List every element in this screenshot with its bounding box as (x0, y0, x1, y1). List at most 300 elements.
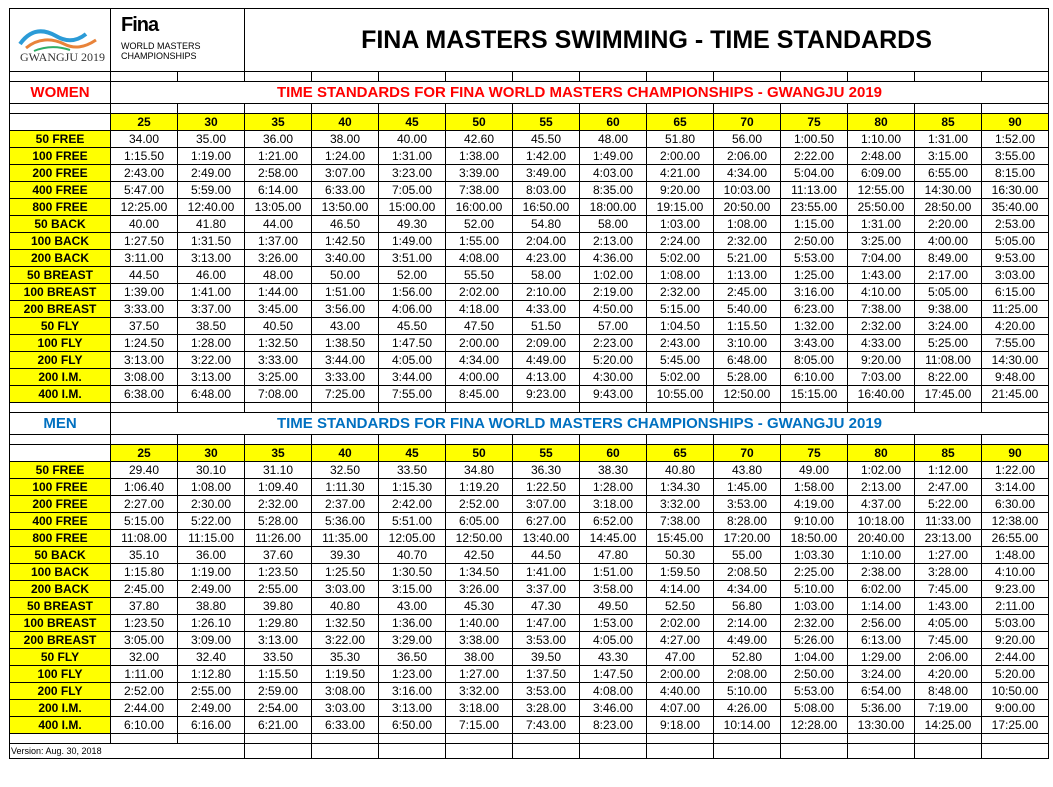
table-row (10, 182, 1049, 199)
time-cell: 4:05.00 (915, 615, 982, 632)
fina-line-2: CHAMPIONSHIPS (121, 50, 197, 61)
time-cell: 1:19.00 (178, 148, 245, 165)
time-cell: 43.00 (379, 598, 446, 615)
page-title: FINA MASTERS SWIMMING - TIME STANDARDS (245, 9, 1049, 72)
time-cell: 3:44.00 (379, 369, 446, 386)
empty-cell (111, 104, 178, 114)
women-standards-title: TIME STANDARDS FOR FINA WORLD MASTERS CHAMPIONSHIPS - GWANGJU 2019 (111, 82, 1049, 104)
empty-cell (379, 104, 446, 114)
time-cell: 1:15.50 (245, 666, 312, 683)
age-group-header: 80 (848, 445, 915, 462)
time-cell: 1:42.50 (312, 233, 379, 250)
spacer-row (10, 734, 1049, 744)
age-group-header: 30 (178, 114, 245, 131)
event-label: 200 FREE (10, 165, 111, 182)
table-row (10, 335, 1049, 352)
time-cell: 2:53.00 (982, 216, 1049, 233)
age-group-header: 40 (312, 445, 379, 462)
age-group-header: 25 (111, 445, 178, 462)
time-cell: 2:42.00 (379, 496, 446, 513)
time-cell: 2:59.00 (245, 683, 312, 700)
time-cell: 2:32.00 (714, 233, 781, 250)
time-cell: 4:03.00 (580, 165, 647, 182)
time-cell: 5:36.00 (312, 513, 379, 530)
time-cell: 3:14.00 (982, 479, 1049, 496)
time-cell: 3:18.00 (580, 496, 647, 513)
time-cell: 52.50 (647, 598, 714, 615)
time-cell: 52.80 (714, 649, 781, 666)
time-cell: 6:50.00 (379, 717, 446, 734)
time-cell: 3:16.00 (781, 284, 848, 301)
empty-cell (781, 744, 848, 759)
table-row (10, 700, 1049, 717)
time-cell: 37.80 (111, 598, 178, 615)
time-cell: 1:21.00 (245, 148, 312, 165)
time-cell: 1:23.00 (379, 666, 446, 683)
age-group-header: 75 (781, 445, 848, 462)
time-cell: 2:32.00 (781, 615, 848, 632)
time-cell: 32.50 (312, 462, 379, 479)
time-cell: 1:27.00 (915, 547, 982, 564)
time-cell: 5:05.00 (915, 284, 982, 301)
version-text: Version: Aug. 30, 2018 (10, 744, 245, 759)
time-cell: 48.00 (245, 267, 312, 284)
event-label: 50 BACK (10, 547, 111, 564)
age-group-header: 55 (513, 114, 580, 131)
time-cell: 2:25.00 (781, 564, 848, 581)
time-cell: 3:26.00 (446, 581, 513, 598)
time-cell: 10:03.00 (714, 182, 781, 199)
empty-cell (446, 744, 513, 759)
table-row (10, 547, 1049, 564)
spacer-row (10, 435, 1049, 445)
time-cell: 14:45.00 (580, 530, 647, 547)
time-cell: 1:02.00 (848, 462, 915, 479)
time-cell: 2:43.00 (111, 165, 178, 182)
time-cell: 8:45.00 (446, 386, 513, 403)
time-cell: 3:44.00 (312, 352, 379, 369)
time-cell: 9:23.00 (982, 581, 1049, 598)
time-cell: 16:40.00 (848, 386, 915, 403)
empty-cell (647, 72, 714, 82)
logo-gwangju-cell (10, 9, 111, 72)
time-cell: 3:29.00 (379, 632, 446, 649)
time-cell: 3:18.00 (446, 700, 513, 717)
event-label: 200 FREE (10, 496, 111, 513)
time-cell: 1:14.00 (848, 598, 915, 615)
time-cell: 9:18.00 (647, 717, 714, 734)
time-cell: 1:37.50 (513, 666, 580, 683)
time-cell: 3:05.00 (111, 632, 178, 649)
time-cell: 16:00.00 (446, 199, 513, 216)
time-cell: 8:48.00 (915, 683, 982, 700)
time-cell: 2:00.00 (647, 148, 714, 165)
time-cell: 7:55.00 (379, 386, 446, 403)
time-cell: 52.00 (446, 216, 513, 233)
time-cell: 1:27.00 (446, 666, 513, 683)
time-cell: 5:28.00 (245, 513, 312, 530)
time-cell: 1:06.40 (111, 479, 178, 496)
time-cell: 3:46.00 (580, 700, 647, 717)
empty-cell (714, 72, 781, 82)
time-cell: 6:55.00 (915, 165, 982, 182)
time-cell: 40.70 (379, 547, 446, 564)
time-cell: 10:55.00 (647, 386, 714, 403)
event-label: 800 FREE (10, 530, 111, 547)
time-cell: 7:05.00 (379, 182, 446, 199)
time-cell: 11:33.00 (915, 513, 982, 530)
women-section-label: WOMEN (10, 82, 111, 104)
empty-cell (647, 403, 714, 413)
gwangju-logo (10, 12, 110, 69)
empty-cell (111, 734, 178, 744)
time-cell: 7:08.00 (245, 386, 312, 403)
time-cell: 1:38.00 (446, 148, 513, 165)
corner-cell (10, 114, 111, 131)
time-cell: 1:03.00 (647, 216, 714, 233)
time-cell: 2:45.00 (714, 284, 781, 301)
time-cell: 5:08.00 (781, 700, 848, 717)
time-cell: 3:03.00 (312, 700, 379, 717)
empty-cell (647, 744, 714, 759)
time-cell: 44.50 (513, 547, 580, 564)
table-row (10, 267, 1049, 284)
empty-cell (714, 744, 781, 759)
time-cell: 4:49.00 (714, 632, 781, 649)
time-cell: 15:00.00 (379, 199, 446, 216)
time-cell: 13:50.00 (312, 199, 379, 216)
time-cell: 3:28.00 (915, 564, 982, 581)
time-cell: 2:48.00 (848, 148, 915, 165)
time-cell: 4:08.00 (446, 250, 513, 267)
time-cell: 1:10.00 (848, 547, 915, 564)
time-cell: 34.00 (111, 131, 178, 148)
time-cell: 38.00 (446, 649, 513, 666)
time-cell: 35.00 (178, 131, 245, 148)
event-label: 50 BREAST (10, 598, 111, 615)
time-cell: 1:55.00 (446, 233, 513, 250)
event-label: 50 BACK (10, 216, 111, 233)
age-group-header: 65 (647, 445, 714, 462)
time-cell: 5:22.00 (178, 513, 245, 530)
table-row (10, 318, 1049, 335)
time-cell: 12:25.00 (111, 199, 178, 216)
time-cell: 6:33.00 (312, 717, 379, 734)
time-cell: 1:25.00 (781, 267, 848, 284)
time-cell: 9:20.00 (982, 632, 1049, 649)
empty-cell (714, 734, 781, 744)
time-cell: 47.30 (513, 598, 580, 615)
spacer-row (10, 403, 1049, 413)
time-cell: 1:08.00 (647, 267, 714, 284)
time-cell: 7:45.00 (915, 581, 982, 598)
table-row (10, 598, 1049, 615)
time-cell: 12:55.00 (848, 182, 915, 199)
table-row (10, 666, 1049, 683)
time-cell: 12:40.00 (178, 199, 245, 216)
age-group-header: 50 (446, 445, 513, 462)
time-cell: 37.50 (111, 318, 178, 335)
time-cell: 1:42.00 (513, 148, 580, 165)
table-row (10, 513, 1049, 530)
event-label: 200 BACK (10, 581, 111, 598)
time-cell: 2:02.00 (647, 615, 714, 632)
time-cell: 9:38.00 (915, 301, 982, 318)
time-cell: 1:43.00 (848, 267, 915, 284)
time-cell: 2:44.00 (982, 649, 1049, 666)
empty-cell (982, 744, 1049, 759)
time-cell: 43.00 (312, 318, 379, 335)
time-cell: 5:10.00 (781, 581, 848, 598)
time-cell: 3:33.00 (245, 352, 312, 369)
time-cell: 1:48.00 (982, 547, 1049, 564)
time-cell: 9:43.00 (580, 386, 647, 403)
time-cell: 1:32.50 (245, 335, 312, 352)
time-cell: 39.80 (245, 598, 312, 615)
time-cell: 4:23.00 (513, 250, 580, 267)
empty-cell (647, 104, 714, 114)
time-cell: 3:24.00 (915, 318, 982, 335)
age-group-header: 60 (580, 114, 647, 131)
time-cell: 1:04.50 (647, 318, 714, 335)
logo-fina-cell (111, 9, 245, 72)
empty-cell (178, 72, 245, 82)
table-row (10, 148, 1049, 165)
time-cell: 6:05.00 (446, 513, 513, 530)
time-cell: 4:00.00 (915, 233, 982, 250)
empty-cell (178, 435, 245, 445)
time-cell: 1:27.50 (111, 233, 178, 250)
time-cell: 1:52.00 (982, 131, 1049, 148)
event-label: 200 FLY (10, 683, 111, 700)
table-row (10, 386, 1049, 403)
time-cell: 4:50.00 (580, 301, 647, 318)
time-cell: 4:20.00 (915, 666, 982, 683)
time-cell: 4:14.00 (647, 581, 714, 598)
empty-cell (178, 734, 245, 744)
event-label: 200 I.M. (10, 369, 111, 386)
time-cell: 1:03.00 (781, 598, 848, 615)
empty-cell (446, 403, 513, 413)
time-cell: 11:08.00 (915, 352, 982, 369)
time-cell: 13:05.00 (245, 199, 312, 216)
time-cell: 3:10.00 (714, 335, 781, 352)
time-cell: 44.00 (245, 216, 312, 233)
empty-cell (982, 435, 1049, 445)
time-cell: 1:19.00 (178, 564, 245, 581)
empty-cell (245, 72, 312, 82)
time-cell: 8:03.00 (513, 182, 580, 199)
time-cell: 5:28.00 (714, 369, 781, 386)
time-cell: 4:34.00 (714, 581, 781, 598)
time-cell: 3:33.00 (111, 301, 178, 318)
age-group-header: 45 (379, 445, 446, 462)
table-row (10, 479, 1049, 496)
time-cell: 1:34.50 (446, 564, 513, 581)
table-row (10, 216, 1049, 233)
event-label: 100 BACK (10, 564, 111, 581)
time-cell: 3:03.00 (982, 267, 1049, 284)
empty-cell (10, 104, 111, 114)
time-cell: 40.80 (647, 462, 714, 479)
time-cell: 5:10.00 (714, 683, 781, 700)
time-cell: 38.30 (580, 462, 647, 479)
event-label: 400 FREE (10, 182, 111, 199)
header-row (10, 9, 1049, 72)
time-cell: 7:25.00 (312, 386, 379, 403)
empty-cell (982, 403, 1049, 413)
time-cell: 8:35.00 (580, 182, 647, 199)
time-cell: 2:38.00 (848, 564, 915, 581)
time-cell: 3:22.00 (312, 632, 379, 649)
age-group-header: 70 (714, 445, 781, 462)
time-cell: 5:04.00 (781, 165, 848, 182)
time-cell: 36.00 (245, 131, 312, 148)
time-cell: 3:37.00 (178, 301, 245, 318)
empty-cell (580, 104, 647, 114)
time-cell: 2:47.00 (915, 479, 982, 496)
empty-cell (178, 104, 245, 114)
time-cell: 2:44.00 (111, 700, 178, 717)
empty-cell (513, 744, 580, 759)
table-row (10, 581, 1049, 598)
table-row (10, 233, 1049, 250)
time-cell: 5:20.00 (580, 352, 647, 369)
time-cell: 32.40 (178, 649, 245, 666)
time-cell: 1:00.50 (781, 131, 848, 148)
time-cell: 1:23.50 (245, 564, 312, 581)
time-cell: 1:24.50 (111, 335, 178, 352)
time-cell: 1:15.50 (714, 318, 781, 335)
time-cell: 3:55.00 (982, 148, 1049, 165)
time-cell: 4:07.00 (647, 700, 714, 717)
time-cell: 1:22.00 (982, 462, 1049, 479)
event-label: 100 FREE (10, 479, 111, 496)
empty-cell (446, 435, 513, 445)
event-label: 200 BACK (10, 250, 111, 267)
time-cell: 1:44.00 (245, 284, 312, 301)
table-row (10, 683, 1049, 700)
empty-cell (379, 734, 446, 744)
time-cell: 3:24.00 (848, 666, 915, 683)
time-cell: 4:13.00 (513, 369, 580, 386)
age-group-header: 40 (312, 114, 379, 131)
time-cell: 3:56.00 (312, 301, 379, 318)
time-cell: 7:38.00 (848, 301, 915, 318)
time-cell: 3:51.00 (379, 250, 446, 267)
empty-cell (714, 435, 781, 445)
empty-cell (312, 403, 379, 413)
time-cell: 8:23.00 (580, 717, 647, 734)
time-cell: 12:50.00 (446, 530, 513, 547)
time-cell: 7:45.00 (915, 632, 982, 649)
time-cell: 5:03.00 (982, 615, 1049, 632)
time-cell: 3:39.00 (446, 165, 513, 182)
time-cell: 2:30.00 (178, 496, 245, 513)
time-cell: 45.30 (446, 598, 513, 615)
empty-cell (10, 403, 111, 413)
table-row (10, 530, 1049, 547)
time-cell: 2:20.00 (915, 216, 982, 233)
time-cell: 5:45.00 (647, 352, 714, 369)
empty-cell (245, 104, 312, 114)
time-cell: 4:30.00 (580, 369, 647, 386)
time-cell: 2:37.00 (312, 496, 379, 513)
time-cell: 3:53.00 (513, 683, 580, 700)
time-cell: 6:14.00 (245, 182, 312, 199)
time-cell: 2:10.00 (513, 284, 580, 301)
time-cell: 2:13.00 (848, 479, 915, 496)
time-cell: 1:19.50 (312, 666, 379, 683)
fina-line-1: WORLD MASTERS (121, 40, 201, 51)
event-label: 50 FLY (10, 318, 111, 335)
empty-cell (245, 403, 312, 413)
empty-cell (781, 72, 848, 82)
time-cell: 3:49.00 (513, 165, 580, 182)
time-cell: 6:10.00 (781, 369, 848, 386)
time-cell: 1:58.00 (781, 479, 848, 496)
time-cell: 6:10.00 (111, 717, 178, 734)
event-label: 50 BREAST (10, 267, 111, 284)
time-cell: 4:26.00 (714, 700, 781, 717)
event-label: 200 BREAST (10, 301, 111, 318)
event-label: 100 FLY (10, 335, 111, 352)
time-cell: 38.00 (312, 131, 379, 148)
time-cell: 5:15.00 (647, 301, 714, 318)
time-cell: 42.60 (446, 131, 513, 148)
empty-cell (781, 435, 848, 445)
time-cell: 1:23.50 (111, 615, 178, 632)
time-cell: 1:51.00 (580, 564, 647, 581)
time-cell: 2:11.00 (982, 598, 1049, 615)
time-cell: 49.50 (580, 598, 647, 615)
time-cell: 3:33.00 (312, 369, 379, 386)
time-cell: 4:36.00 (580, 250, 647, 267)
time-cell: 1:15.80 (111, 564, 178, 581)
time-cell: 2:08.00 (714, 666, 781, 683)
time-cell: 2:49.00 (178, 165, 245, 182)
time-cell: 10:14.00 (714, 717, 781, 734)
time-cell: 15:45.00 (647, 530, 714, 547)
corner-cell (10, 445, 111, 462)
men-section-header (10, 413, 1049, 435)
time-cell: 1:19.20 (446, 479, 513, 496)
empty-cell (513, 435, 580, 445)
age-group-header: 50 (446, 114, 513, 131)
time-cell: 2:43.00 (647, 335, 714, 352)
time-cell: 3:03.00 (312, 581, 379, 598)
time-cell: 5:53.00 (781, 250, 848, 267)
table-row (10, 462, 1049, 479)
time-cell: 29.40 (111, 462, 178, 479)
time-cell: 7:55.00 (982, 335, 1049, 352)
time-cell: 6:52.00 (580, 513, 647, 530)
time-cell: 1:29.00 (848, 649, 915, 666)
empty-cell (111, 403, 178, 413)
time-cell: 44.50 (111, 267, 178, 284)
time-cell: 2:32.00 (245, 496, 312, 513)
event-label: 200 BREAST (10, 632, 111, 649)
time-cell: 35:40.00 (982, 199, 1049, 216)
time-cell: 1:28.00 (178, 335, 245, 352)
time-cell: 3:16.00 (379, 683, 446, 700)
time-cell: 11:13.00 (781, 182, 848, 199)
time-cell: 2:50.00 (781, 233, 848, 250)
time-cell: 8:15.00 (982, 165, 1049, 182)
time-cell: 5:59.00 (178, 182, 245, 199)
time-cell: 26:55.00 (982, 530, 1049, 547)
time-cell: 45.50 (513, 131, 580, 148)
